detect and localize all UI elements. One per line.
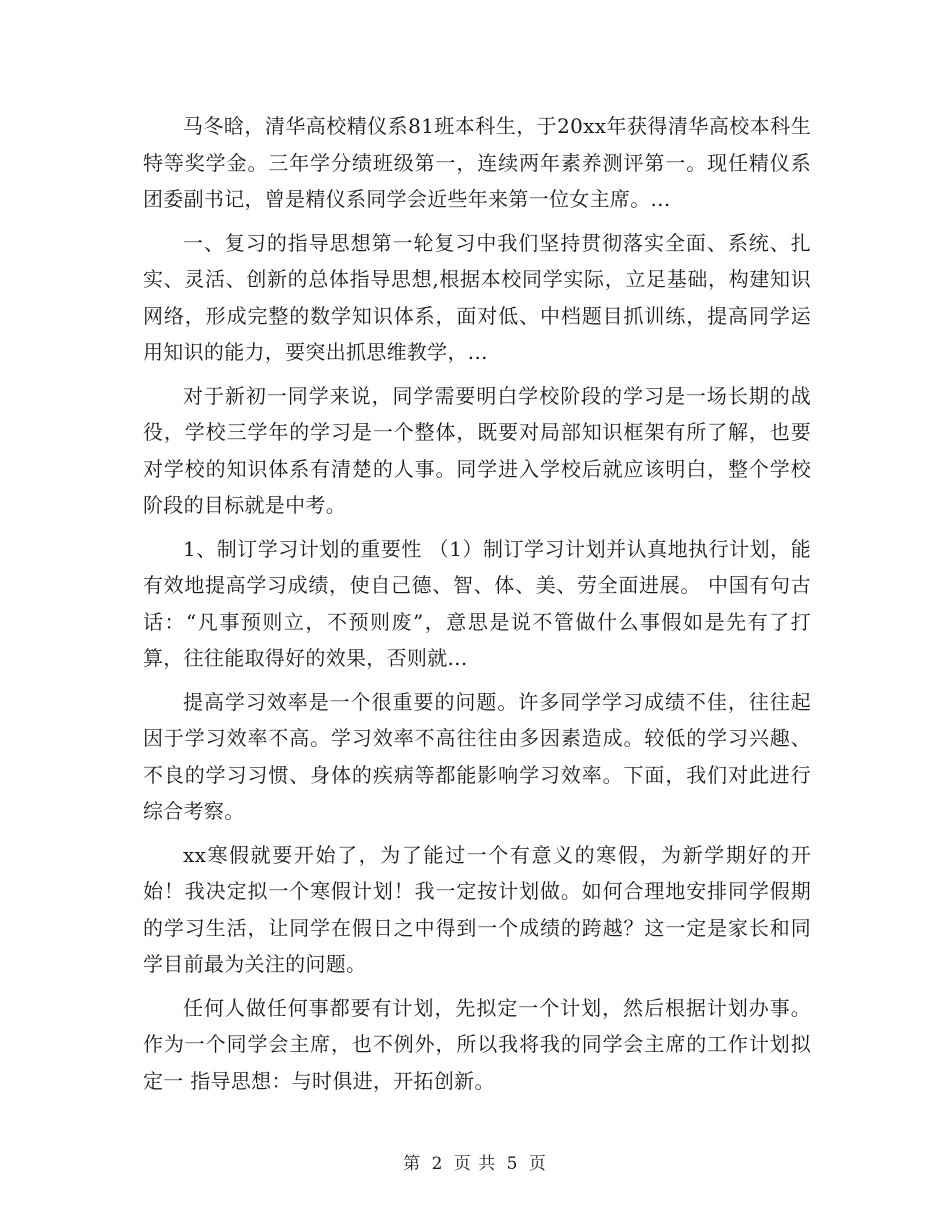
page-number-footer [0, 1152, 950, 1176]
page-label-middle: 页 共 [453, 1154, 497, 1174]
paragraph-7: 任何人做任何事都要有计划，先拟定一个计划，然后根据计划办事。作为一个同学会主席，也不例外，所以我将我的同学会主席的工作计划拟定一 指导思想：与时俱进，开拓创新。 [143, 995, 811, 1093]
paragraph-6: xx寒假就要开始了，为了能过一个有意义的寒假，为新学期好的开始！我决定拟一个寒假计划！我一定按计划做。如何合理地安排同学假期的学习生活，让同学在假日之中得到一个成绩的跨越？这一定是家长和同学目前最为关注的问题。 [143, 842, 811, 976]
paragraph-3: 对于新初一同学来说，同学需要明白学校阶段的学习是一场长期的战役，学校三学年的学习是一个整体，既要对局部知识框架有所了解，也要对学校的知识体系有清楚的人事。同学进入学校后就应该明白，整个学校阶段的目标就是中考。 [143, 383, 811, 517]
current-page-number: 2 [431, 1154, 444, 1174]
paragraph-4: 1、制订学习计划的重要性 （1）制订学习计划并认真地执行计划，能有效地提高学习成绩，使自己德、智、体、美、劳全面进展。 中国有句古话：“凡事预则立，不预则废”，意思是说不管做什么事假如是先有了打算，往往能取得好的效果，否则就... [143, 536, 811, 670]
paragraph-2: 一、复习的指导思想第一轮复习中我们坚持贯彻落实全面、系统、扎实、灵活、创新的总体指导思想,根据本校同学实际，立足基础，构建知识网络，形成完整的数学知识体系，面对低、中档题目抓训练，提高同学运用知识的能力，要突出抓思维教学，... [143, 230, 811, 364]
page-label-prefix: 第 [403, 1154, 422, 1174]
page-label-suffix: 页 [528, 1154, 547, 1174]
paragraph-5: 提高学习效率是一个很重要的问题。许多同学学习成绩不佳，往往起因于学习效率不高。学习效率不高往往由多因素造成。较低的学习兴趣、不良的学习习惯、身体的疾病等都能影响学习效率。下面，我们对此进行综合考察。 [143, 689, 811, 823]
total-pages-number: 5 [506, 1154, 519, 1174]
paragraph-1: 马冬晗，清华高校精仪系81班本科生，于20xx年获得清华高校本科生特等奖学金。三年学分绩班级第一，连续两年素养测评第一。现任精仪系团委副书记，曾是精仪系同学会近些年来第一位女主席。... [143, 114, 811, 211]
document-body [143, 108, 811, 1106]
